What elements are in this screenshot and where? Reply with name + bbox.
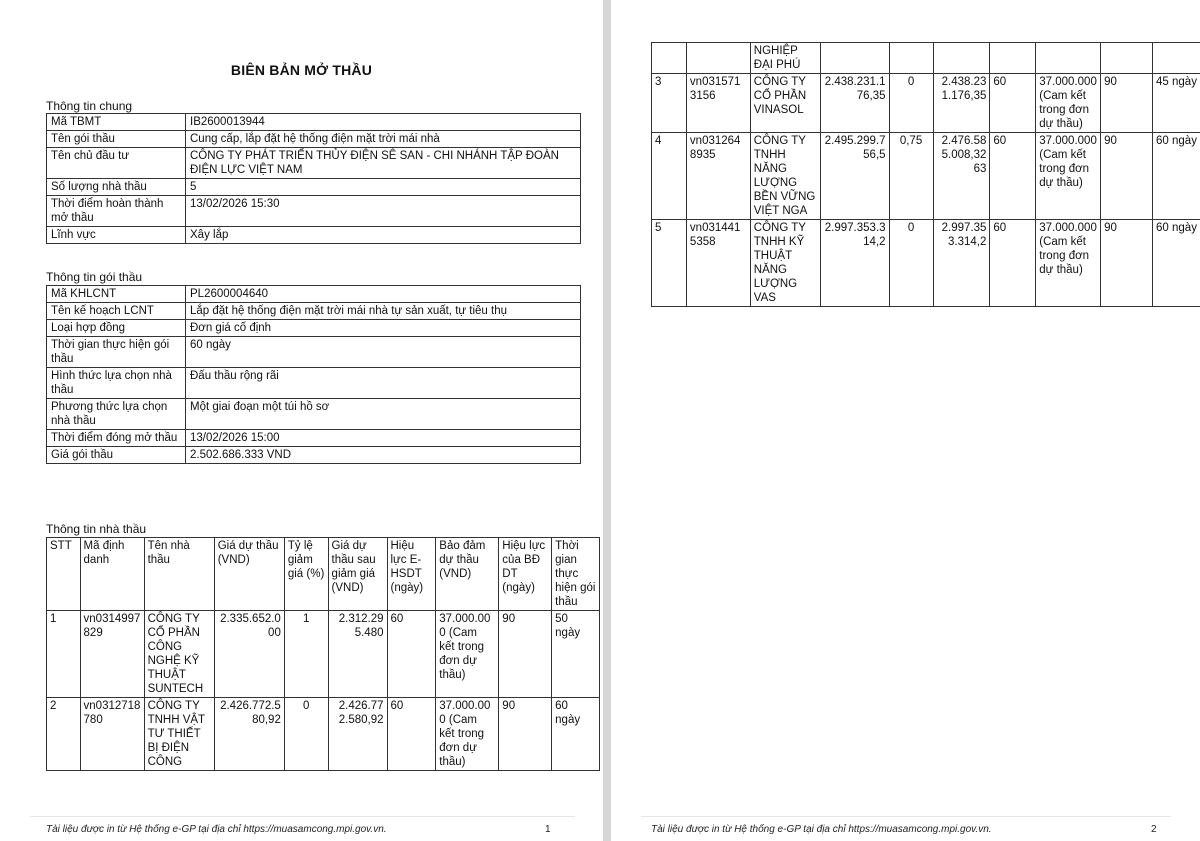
page-footer-text: Tài liệu được in từ Hệ thống e-GP tại địa chỉ https://muasamcong.mpi.gov.vn.: [46, 824, 387, 835]
page-number: 2: [1151, 824, 1157, 835]
table-row: Thời gian thực hiện gói thầu 60 ngày: [47, 337, 581, 368]
table-row: Lĩnh vực Xây lắp: [47, 227, 581, 244]
table-header-row: STT Mã định danh Tên nhà thầu Giá dự thầu (VND) Tỷ lệ giảm giá (%) Giá dự thầu sau giảm giá (VND) Hiệu lực E-HSDT (ngày) Bảo đảm dự thầu (VND) Hiệu lực của BĐ DT (ngày) Thời gian thực hiện gói thầu: [47, 538, 600, 611]
page-footer-text: Tài liệu được in từ Hệ thống e-GP tại địa chỉ https://muasamcong.mpi.gov.vn.: [651, 824, 992, 835]
document-title: BIÊN BẢN MỞ THẦU: [230, 62, 373, 78]
table-row: Tên kế hoạch LCNT Lắp đặt hệ thống điện mặt trời mái nhà tự sản xuất, tự tiêu thụ: [47, 303, 581, 320]
table-row: Tên gói thầu Cung cấp, lắp đặt hệ thống điện mặt trời mái nhà: [47, 131, 581, 148]
table-row: 2 vn0312718780 CÔNG TY TNHH VẬT TƯ THIẾT BỊ ĐIỆN CÔNG 2.426.772.580,92 0 2.426.772.580,92 60 37.000.000 (Cam kết trong đơn dự thầu) 90 60 ngày: [47, 698, 600, 771]
table-row: Thời điểm hoàn thành mở thầu 13/02/2026 15:30: [47, 196, 581, 227]
table-row: 5 vn0314415358 CÔNG TY TNHH KỸ THUẬT NĂNG LƯỢNG VAS 2.997.353.314,2 0 2.997.353.314,2 60 37.000.000 (Cam kết trong đơn dự thầu) 90 60 ngày: [652, 220, 1200, 307]
table-row: Mã KHLCNT PL2600004640: [47, 286, 581, 303]
table-row: 1 vn0314997829 CÔNG TY CỔ PHẦN CÔNG NGHỆ KỸ THUẬT SUNTECH 2.335.652.000 1 2.312.295.480 60 37.000.000 (Cam kết trong đơn dự thầu) 90 50 ngày: [47, 611, 600, 698]
table-row: 3 vn0315713156 CÔNG TY CỔ PHẦN VINASOL 2.438.231.176,35 0 2.438.231.176,35 60 37.000.000 (Cam kết trong đơn dự thầu) 90 45 ngày: [652, 74, 1200, 133]
table-row: Số lượng nhà thầu 5: [47, 179, 581, 196]
package-info-table: [46, 285, 581, 464]
table-row: Loại hợp đồng Đơn giá cố định: [47, 320, 581, 337]
package-info-heading: Thông tin gói thầu: [46, 270, 143, 284]
table-row: Mã TBMT IB2600013944: [47, 114, 581, 131]
table-row: Giá gói thầu 2.502.686.333 VND: [47, 447, 581, 464]
table-row: NGHIỆP ĐẠI PHÚ: [652, 43, 1200, 74]
table-row: Phương thức lựa chọn nhà thầu Một giai đoạn một túi hồ sơ: [47, 399, 581, 430]
bidder-table-page-1: [46, 537, 600, 771]
footer-divider: [30, 816, 575, 817]
bidder-info-heading: Thông tin nhà thầu: [46, 522, 147, 536]
footer-divider: [641, 816, 1171, 817]
document-page-2: [611, 0, 1200, 841]
table-row: 4 vn0312648935 CÔNG TY TNHH NĂNG LƯỢNG BỀN VỮNG VIỆT NGA 2.495.299.756,5 0,75 2.476.585.008,3263 60 37.000.000 (Cam kết trong đơn dự thầu) 90 60 ngày: [652, 133, 1200, 220]
table-row: Thời điểm đóng mở thầu 13/02/2026 15:00: [47, 430, 581, 447]
page-number: 1: [545, 824, 551, 835]
general-info-table: [46, 113, 581, 244]
bidder-table-page-2: [651, 42, 1200, 307]
general-info-heading: Thông tin chung: [46, 99, 133, 113]
table-row: Hình thức lựa chọn nhà thầu Đấu thầu rộng rãi: [47, 368, 581, 399]
table-row: Tên chủ đầu tư CÔNG TY PHÁT TRIỂN THỦY ĐIỆN SÊ SAN - CHI NHÁNH TẬP ĐOÀN ĐIỆN LỰC VIỆT NAM: [47, 148, 581, 179]
